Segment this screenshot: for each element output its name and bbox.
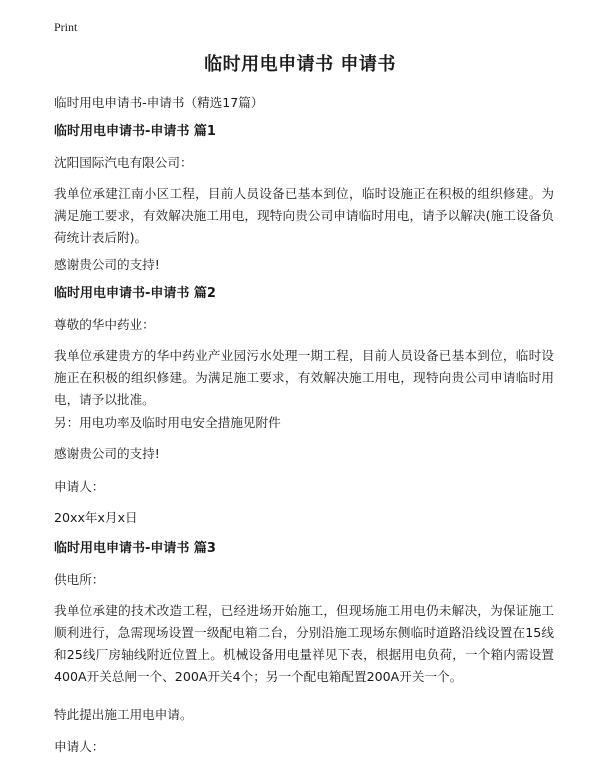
- section-2-recipient: 尊敬的华中药业：: [54, 317, 155, 332]
- section-3-applicant: 申请人：: [54, 739, 105, 754]
- print-label: Print: [54, 20, 78, 34]
- section-1-thanks: 感谢贵公司的支持!: [54, 257, 160, 272]
- section-2-note: 另：用电功率及临时用电安全措施见附件: [54, 415, 281, 430]
- section-2-date: 20xx年x月x日: [54, 510, 138, 525]
- section-3-heading: 临时用电申请书-申请书 篇3: [54, 541, 216, 556]
- section-3-recipient: 供电所：: [54, 572, 105, 587]
- document-subtitle: 临时用电申请书-申请书（精选17篇）: [54, 95, 264, 110]
- section-2-body: 我单位承建贵方的华中药业产业园污水处理一期工程，目前人员设备已基本到位，临时设施正在积极的组织修建。为满足施工要求，有效解决施工用电，现特向贵公司申请临时用电，请予以批准。: [54, 348, 554, 407]
- section-3-body: 我单位承建的技术改造工程，已经进场开始施工，但现场施工用电仍未解决，为保证施工顺利进行，急需现场设置一级配电箱二台，分别沿施工现场东侧临时道路沿线设置在15线和25线厂房轴线附近位置上。机械设备用电量祥见下表，根据用电负荷，一个箱内需设置400A开关总闸一个、200A开关4个；另一个配电箱配置200A开关一个。: [54, 603, 554, 684]
- section-1-heading: 临时用电申请书-申请书 篇1: [54, 124, 216, 139]
- section-2-heading: 临时用电申请书-申请书 篇2: [54, 286, 216, 301]
- section-1-recipient: 沈阳国际汽电有限公司：: [54, 155, 193, 170]
- document-title: 临时用电申请书 申请书: [204, 54, 396, 75]
- section-3-closing: 特此提出施工用电申请。: [54, 707, 193, 722]
- section-1-body: 我单位承建江南小区工程，目前人员设备已基本到位，临时设施正在积极的组织修建。为满足施工要求，有效解决施工用电，现特向贵公司申请临时用电，请予以解决(施工设备负荷统计表后附)。: [54, 186, 554, 245]
- section-2-thanks: 感谢贵公司的支持!: [54, 446, 160, 461]
- section-2-applicant: 申请人：: [54, 479, 105, 494]
